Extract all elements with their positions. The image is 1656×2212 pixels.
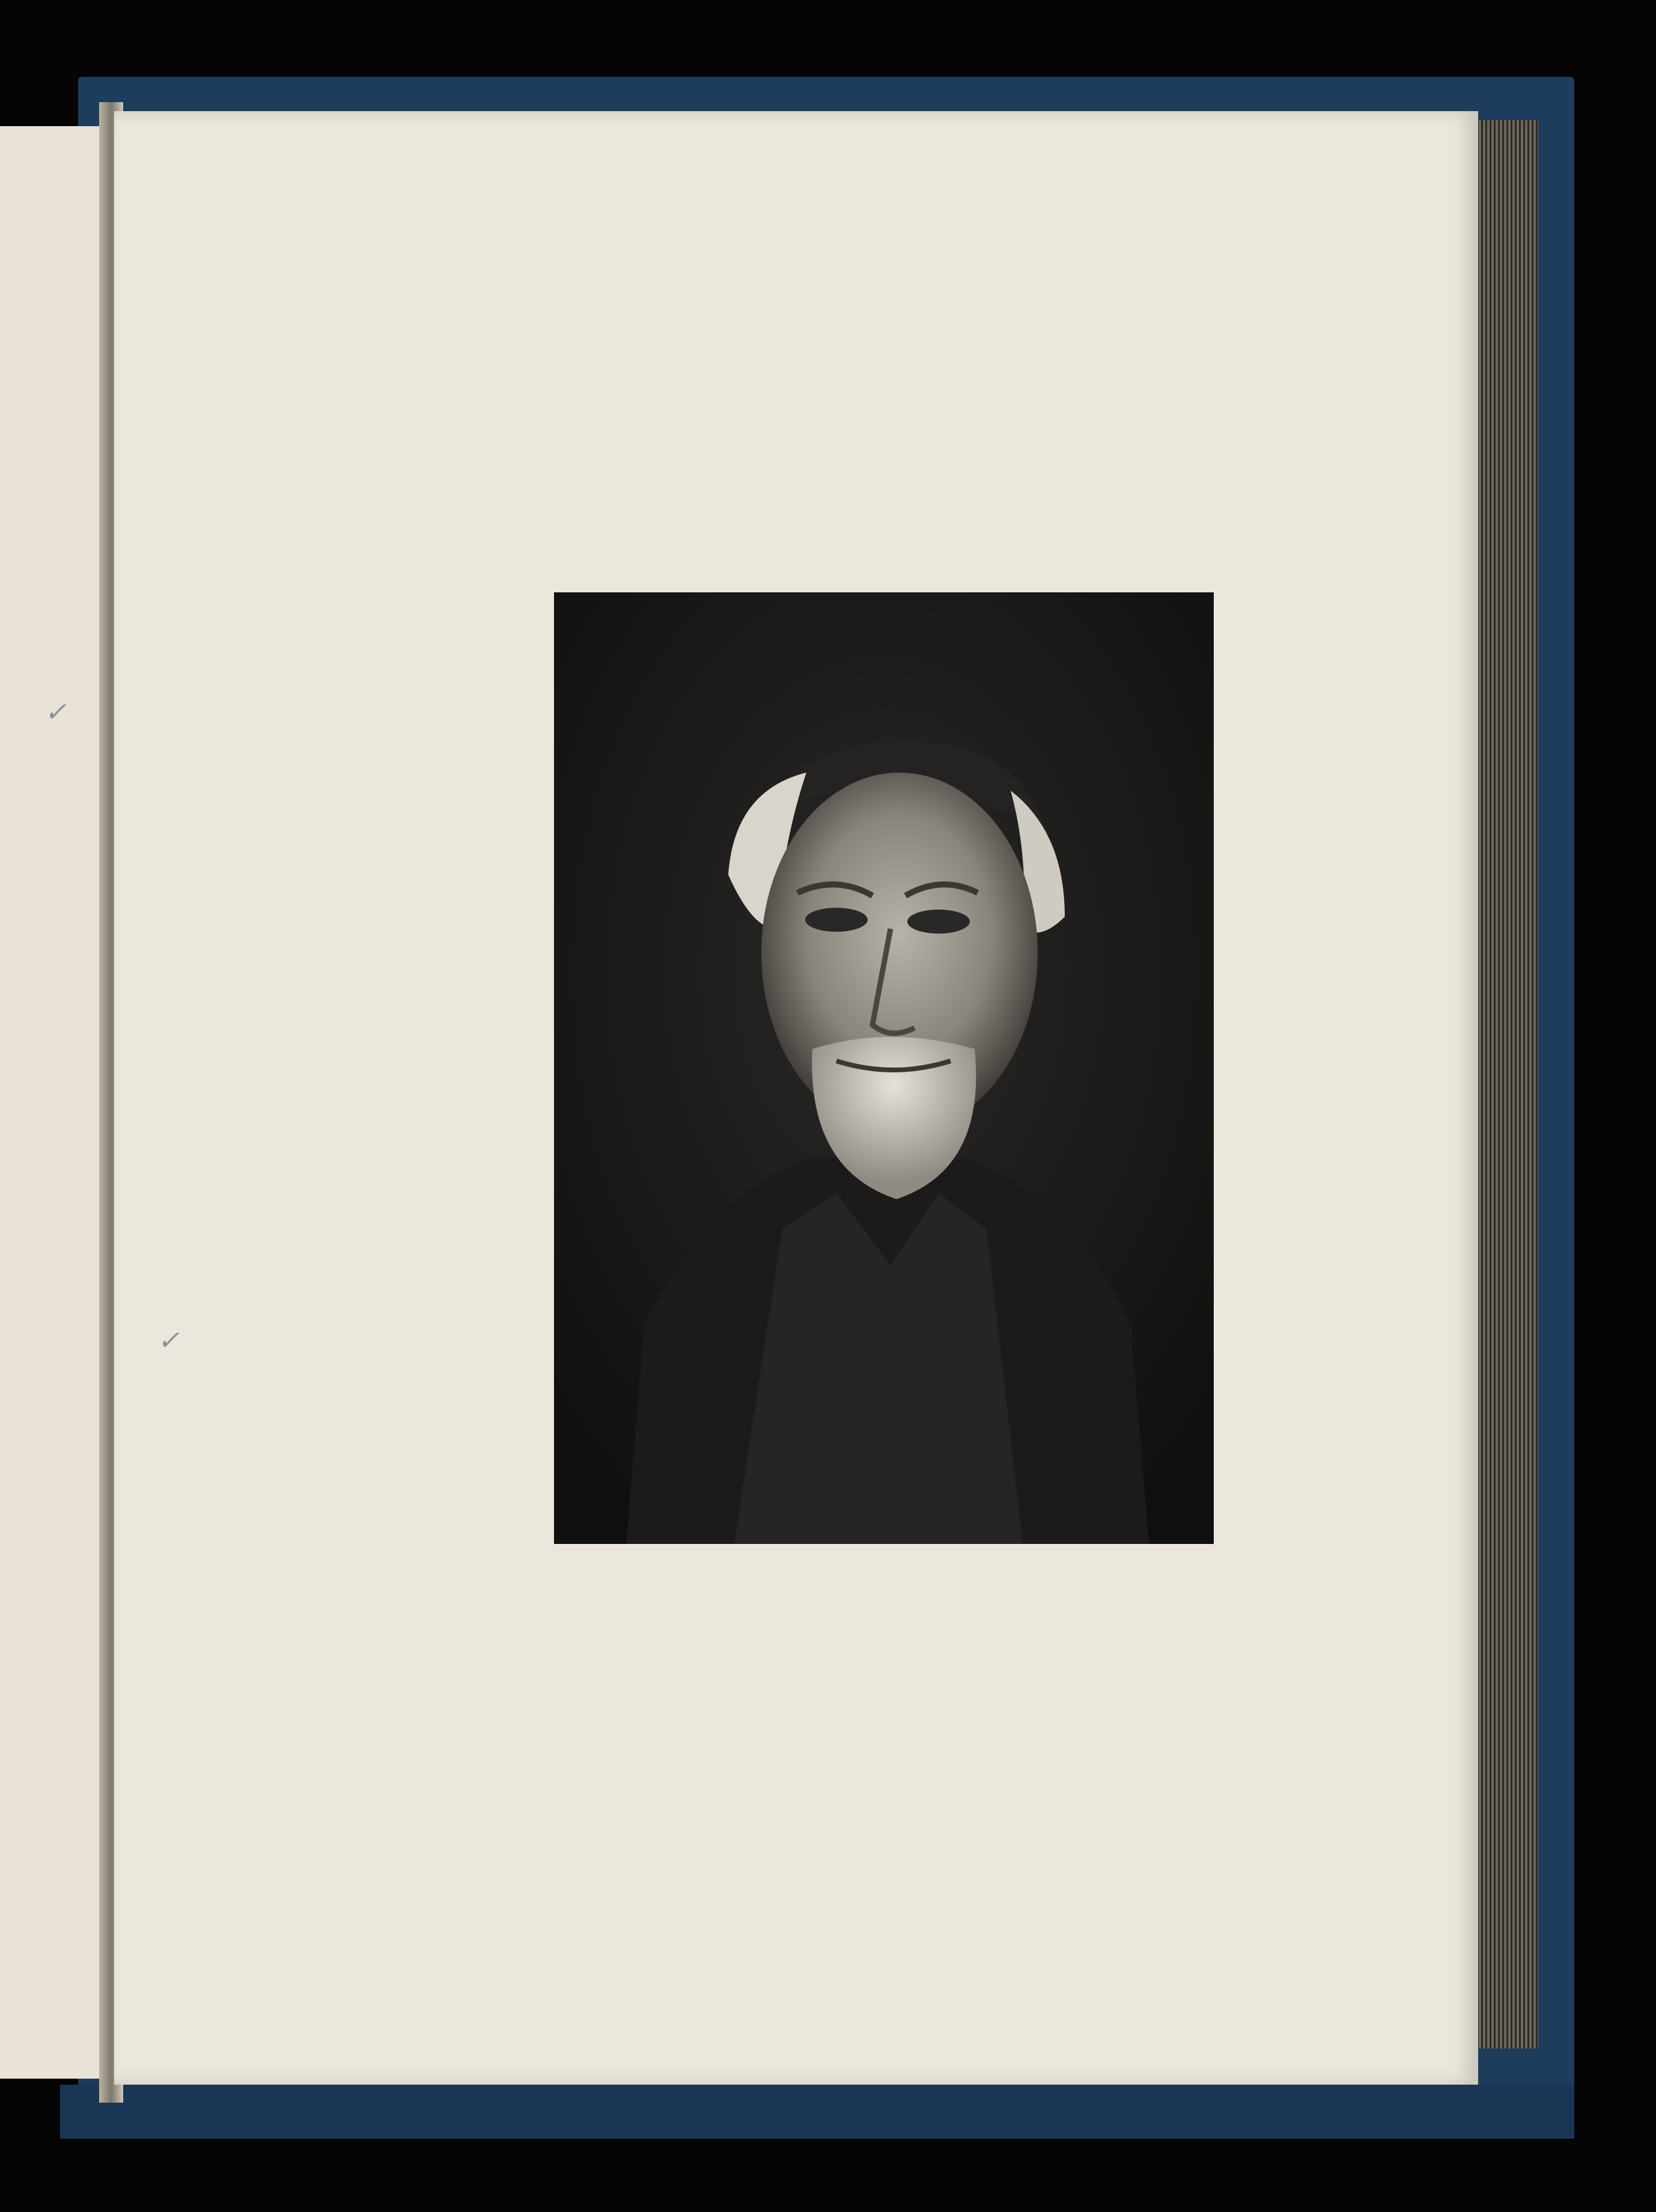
pencil-mark: ✓ (157, 1325, 180, 1356)
pencil-mark: ✓ (44, 697, 67, 728)
portrait-illustration (554, 592, 1214, 1544)
book-cover-edge (60, 2085, 1574, 2139)
portrait-image (554, 592, 1214, 1544)
previous-page (0, 126, 114, 2079)
